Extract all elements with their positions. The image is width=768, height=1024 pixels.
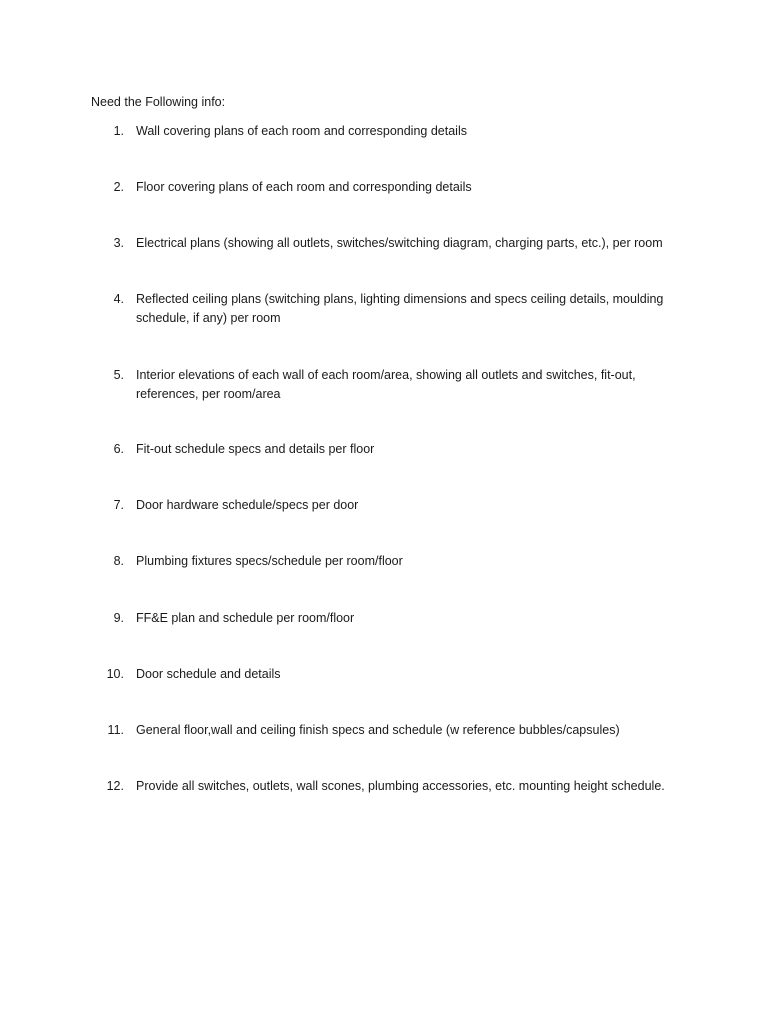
item-text: Door schedule and details: [136, 667, 281, 681]
item-number: 9.: [113, 611, 124, 625]
intro-text: Need the Following info:: [91, 95, 226, 109]
item-number: 8.: [113, 554, 124, 568]
item-text: FF&E plan and schedule per room/floor: [136, 611, 355, 625]
item-text: Provide all switches, outlets, wall scones, plumbing accessories, etc. mounting height schedule.: [136, 779, 665, 793]
item-number: 3.: [113, 236, 124, 250]
item-text: Interior elevations of each wall of each room/area, showing all outlets and switches, fit-out, references, per room/area: [136, 368, 636, 401]
item-text: General floor,wall and ceiling finish specs and schedule (w reference bubbles/capsules): [136, 723, 620, 737]
item-number: 2.: [113, 180, 124, 194]
item-number: 1.: [113, 124, 124, 138]
item-number: 7.: [113, 498, 124, 512]
item-text: Reflected ceiling plans (switching plans, lighting dimensions and specs ceiling details, moulding schedule, if any) per room: [136, 292, 664, 325]
item-text: Plumbing fixtures specs/schedule per room/floor: [136, 554, 403, 568]
item-text: Floor covering plans of each room and corresponding details: [136, 180, 472, 194]
item-number: 10.: [106, 667, 124, 681]
item-number: 4.: [113, 292, 124, 306]
item-text: Door hardware schedule/specs per door: [136, 498, 359, 512]
item-number: 11.: [107, 723, 124, 737]
item-number: 5.: [113, 368, 124, 382]
item-text: Electrical plans (showing all outlets, switches/switching diagram, charging parts, etc.), per room: [136, 236, 663, 250]
item-number: 6.: [113, 442, 124, 456]
item-number: 12.: [106, 779, 124, 793]
item-text: Fit-out schedule specs and details per floor: [136, 442, 375, 456]
item-text: Wall covering plans of each room and corresponding details: [136, 124, 467, 138]
